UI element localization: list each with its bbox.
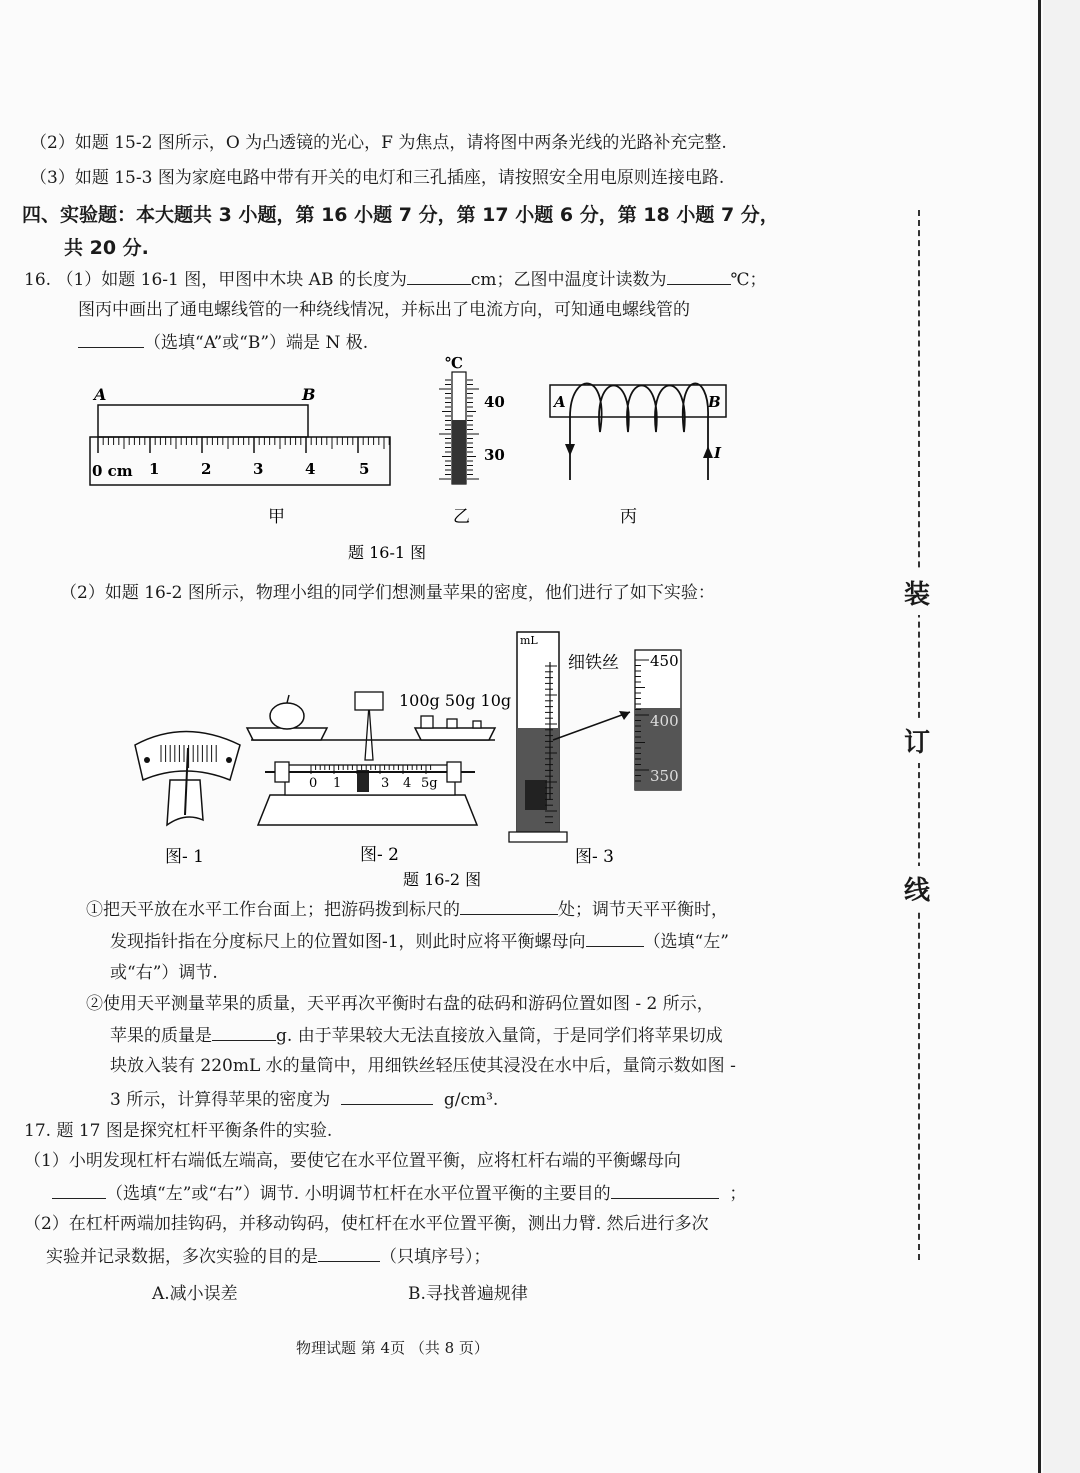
cylinder-diagram [509, 632, 681, 842]
q16-part2: （2）如题 16-2 图所示，物理小组的同学们想测量苹果的密度，他们进行了如下实验： [60, 583, 715, 603]
q17-p1-text-b: （选填“左”或“右”）调节. 小明调节杠杆在水平位置平衡的主要目的 [106, 1184, 611, 1204]
zoom-arrow [553, 712, 630, 740]
solenoid-diagram [550, 383, 726, 480]
zoom-350: 350 [650, 767, 679, 785]
ruler-body [90, 437, 390, 485]
solenoid-label-b: B [708, 393, 721, 411]
ruler-tick-3: 3 [253, 460, 264, 478]
q17-p2-text-c: （只填序号）； [380, 1247, 491, 1267]
beam-scale-1: 1 [333, 776, 342, 791]
binding-char-3: 线 [904, 866, 930, 911]
current-arrow-down [565, 444, 575, 456]
figure-16-1-caption: 题 16-1 图 [348, 543, 427, 562]
wood-block [98, 405, 308, 437]
q17-part1-line2 [52, 1182, 746, 1205]
solenoid-coil [570, 383, 708, 480]
figure-16-2 [125, 620, 705, 890]
ruler-diagram [90, 385, 390, 485]
page-edge-line [1038, 0, 1041, 1473]
ruler-tick-1: 1 [149, 460, 160, 478]
figure-label-1: 图- 1 [165, 847, 204, 867]
zoom-400: 400 [650, 712, 679, 730]
q17-part2-line2 [46, 1245, 491, 1268]
section-heading: 四、实验题：本大题共 3 小题，第 16 小题 7 分，第 17 小题 6 分，第 18 小题 7 分， [22, 204, 779, 226]
cylinder-unit: mL [520, 634, 538, 647]
q17-option-b[interactable]: B.寻找普遍规律 [408, 1284, 528, 1304]
q17-part1-line1: （1）小明发现杠杆右端低左端高，要使它在水平位置平衡，应将杠杆右端的平衡螺母向 [24, 1151, 681, 1171]
q17-part2-line1: （2）在杠杆两端加挂钩码，并移动钩码，使杠杆在水平位置平衡，测出力臂. 然后进行多次 [24, 1214, 709, 1234]
q16-step1-line1 [86, 898, 728, 921]
q17-p1-text-c: ； [729, 1184, 747, 1204]
step2-text-f: g/cm³. [443, 1090, 499, 1110]
figure-label-yi: 乙 [453, 507, 470, 527]
figure-label-3: 图- 3 [575, 847, 614, 867]
q15-part3: （3）如题 15-3 图为家庭电路中带有开关的电灯和三孔插座，请按照安全用电原则连接电路. [30, 168, 725, 188]
section-heading-cont: 共 20 分. [64, 237, 149, 259]
ruler-tick-2: 2 [201, 460, 212, 478]
weight-100g [421, 716, 433, 728]
thermometer-30: 30 [484, 446, 505, 464]
step2-text-e: 3 所示，计算得苹果的密度为 [110, 1090, 331, 1110]
block-label-a: A [94, 385, 107, 404]
q16-line1 [24, 268, 767, 291]
ruler-unit-label: 0 cm [92, 462, 133, 480]
wire-label: 细铁丝 [568, 653, 619, 673]
answer-blank-length[interactable] [407, 268, 471, 285]
balance-base [258, 795, 477, 825]
zoom-450: 450 [650, 652, 679, 670]
balance-dial [355, 692, 383, 710]
page-edge-shadow [1043, 0, 1080, 1473]
current-arrow-up [703, 446, 713, 458]
answer-blank-lever-direction[interactable] [52, 1182, 106, 1199]
weight-50g [447, 719, 457, 728]
answer-blank-zero-mark[interactable] [460, 898, 558, 915]
answer-blank-direction[interactable] [586, 930, 644, 947]
thermometer-40: 40 [484, 393, 505, 411]
balance-diagram [247, 691, 511, 825]
ruler-tick-4: 4 [305, 460, 316, 478]
q16-step2-line2 [110, 1024, 723, 1047]
step1-text-c: 发现指针指在分度标尺上的位置如图-1，则此时应将平衡螺母向 [110, 932, 586, 952]
ruler-ticks [98, 437, 389, 453]
figure-label-jia: 甲 [268, 507, 285, 527]
answer-blank-mass[interactable] [212, 1024, 276, 1041]
figure-label-2: 图- 2 [360, 845, 399, 865]
beam-scale-5: 5g [421, 776, 438, 791]
binding-char-1: 装 [904, 570, 930, 615]
beam-scale-0: 0 [309, 776, 318, 791]
answer-blank-purpose[interactable] [611, 1182, 719, 1199]
step2-text-c: g. 由于苹果较大无法直接放入量筒，于是同学们将苹果切成 [276, 1026, 723, 1046]
q16-p1-text-a: （1）如题 16-1 图，甲图中木块 AB 的长度为 [56, 270, 407, 290]
beam-scale-3: 3 [381, 776, 390, 791]
balance-nut-left [275, 762, 289, 782]
binding-char-2: 订 [904, 718, 930, 763]
step1-text-a: ①把天平放在水平工作台面上；把游码拨到标尺的 [86, 900, 460, 920]
page-footer: 物理试题 第 4页 （共 8 页） [296, 1339, 489, 1357]
q16-step1-line2 [110, 930, 729, 953]
weight-10g [473, 721, 481, 728]
q15-part2: （2）如题 15-2 图所示，O 为凸透镜的光心，F 为焦点，请将图中两条光线的光路补充完整. [30, 133, 727, 153]
balance-nut-right [447, 762, 461, 782]
block-label-b: B [302, 385, 316, 404]
weights-label: 100g 50g 10g [399, 691, 512, 710]
q16-step2-line4 [110, 1088, 498, 1111]
solenoid-label-a: A [554, 393, 566, 411]
q16-number: 16. [24, 270, 52, 290]
q17-option-a[interactable]: A.减小误差 [152, 1284, 238, 1304]
beam-scale-4: 4 [403, 776, 412, 791]
pointer-scale-diagram [135, 732, 240, 826]
rider [357, 770, 369, 792]
q16-line3-text: （选填“A”或“B”）端是 N 极. [144, 333, 369, 353]
figure-16-1 [80, 350, 760, 570]
q17-title: 17. 题 17 图是探究杠杆平衡条件的实验. [24, 1121, 333, 1141]
thermometer-unit: ℃ [445, 354, 463, 372]
figure-label-bing: 丙 [620, 507, 637, 527]
step1-text-d: （选填“左” [643, 932, 729, 952]
step1-text-b: 处；调节天平平衡时， [558, 900, 728, 920]
current-label: I [714, 444, 722, 462]
thermometer-diagram [439, 354, 505, 484]
answer-blank-purpose-choice[interactable] [318, 1245, 380, 1262]
answer-blank-density[interactable] [341, 1088, 433, 1105]
q16-line2: 图丙中画出了通电螺线管的一种绕线情况，并标出了电流方向，可知通电螺线管的 [78, 300, 690, 320]
q16-step2-line3: 块放入装有 220mL 水的量筒中，用细铁丝轻压使其浸没在水中后，量筒示数如图 - [110, 1056, 736, 1076]
q17-p2-text-b: 实验并记录数据，多次实验的目的是 [46, 1247, 318, 1267]
q16-p1-text-b: cm；乙图中温度计读数为 [470, 270, 667, 290]
right-pan [415, 728, 495, 740]
ruler-tick-5: 5 [359, 460, 370, 478]
left-pan [247, 728, 327, 740]
step2-text-b: 苹果的质量是 [110, 1026, 212, 1046]
q16-p1-text-c: ℃； [730, 270, 767, 290]
apple [270, 703, 304, 729]
thermometer-liquid [452, 420, 466, 484]
balance-pointer [365, 705, 373, 760]
q16-step1-line3: 或“右”）调节. [110, 963, 218, 983]
apple-pieces [525, 780, 547, 810]
q16-step2-line1: ②使用天平测量苹果的质量，天平再次平衡时右盘的砝码和游码位置如图 - 2 所示， [86, 994, 714, 1014]
answer-blank-temperature[interactable] [667, 268, 731, 285]
figure-16-2-caption: 题 16-2 图 [403, 870, 482, 889]
answer-blank-pole[interactable] [78, 331, 144, 348]
